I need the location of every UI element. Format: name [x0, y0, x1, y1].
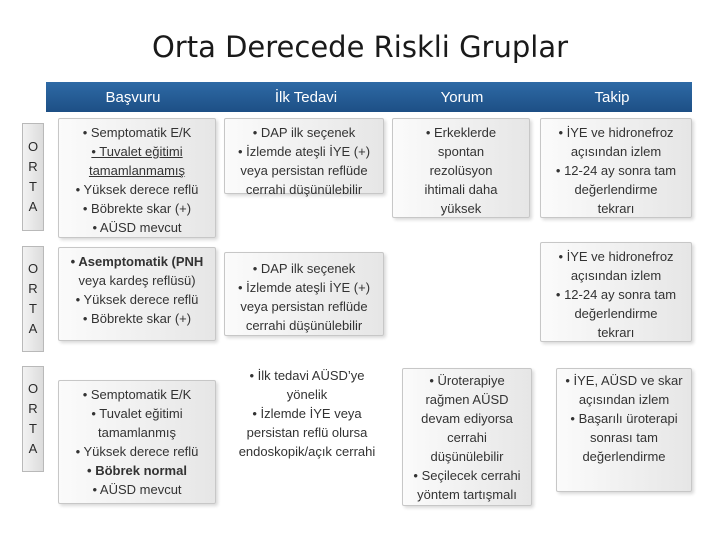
- cell-line: • Üroterapiye: [429, 373, 505, 388]
- cell-line: yönelik: [286, 387, 328, 402]
- cell-line: devam ediyorsa: [421, 411, 513, 426]
- cell-line: cerrahi düşünülebilir: [245, 318, 363, 333]
- row-label-letter: R: [28, 401, 38, 416]
- cell-line: • İYE ve hidronefroz: [558, 125, 674, 140]
- cell-line: spontan: [437, 144, 485, 159]
- cell-line: rezolüsyon: [429, 163, 493, 178]
- cell-line: • Semptomatik E/K: [82, 125, 192, 140]
- cell-line: [71, 252, 204, 271]
- cell-line: düşünülebilir: [430, 449, 504, 464]
- cell-line: • Böbrek normal: [87, 463, 187, 478]
- cell-line: tekrarı: [597, 325, 635, 340]
- row-label-2: [22, 246, 44, 352]
- cell-line: sonrası tam: [590, 430, 658, 445]
- row3-basvuru-card: [58, 380, 216, 504]
- row1-takip-card: [540, 118, 692, 218]
- cell-line: tamamlanmış: [97, 425, 177, 440]
- cell-line: • 12-24 ay sonra tam: [555, 287, 677, 302]
- row-label-letter: O: [27, 139, 39, 154]
- cell-line: • Yüksek derece reflü: [75, 182, 199, 197]
- cell-line: • İYE ve hidronefroz: [558, 249, 674, 264]
- cell-line: veya persistan reflüde: [240, 299, 368, 314]
- row-label-letter: A: [28, 321, 38, 336]
- row2-takip-card: [540, 242, 692, 342]
- cell-line: • Böbrekte skar (+): [82, 311, 192, 326]
- cell-line: değerlendirme: [574, 306, 658, 321]
- header-basvuru: Başvuru: [46, 82, 220, 112]
- cell-line: rağmen AÜSD: [425, 392, 509, 407]
- row-label-1: [22, 123, 44, 231]
- cell-line: tekrarı: [597, 201, 635, 216]
- row2-basvuru-card: [58, 247, 216, 341]
- row-label-letter: A: [28, 441, 38, 456]
- cell-line-bold: • Asemptomatik (PNH: [70, 254, 204, 269]
- row1-basvuru-card: [58, 118, 216, 238]
- cell-line: • AÜSD mevcut: [92, 220, 182, 235]
- cell-line: • Başarılı üroterapi: [570, 411, 678, 426]
- row-label-letter: T: [29, 179, 37, 194]
- cell-line: değerlendirme: [574, 182, 658, 197]
- cell-line: cerrahi düşünülebilir: [245, 182, 363, 197]
- cell-line: • Tuvalet eğitimi: [91, 144, 183, 159]
- row-label-letter: O: [27, 261, 39, 276]
- header-takip: Takip: [532, 82, 692, 112]
- cell-line: • Erkeklerde: [425, 125, 497, 140]
- cell-line: • DAP ilk seçenek: [252, 261, 356, 276]
- row-label-3: [22, 366, 44, 472]
- cell-line: persistan reflü olursa: [246, 425, 368, 440]
- row3-ilk-tedavi: [224, 362, 390, 461]
- cell-line: • İzlemde İYE veya: [252, 406, 362, 421]
- cell-line: • 12-24 ay sonra tam: [555, 163, 677, 178]
- row-label-letter: R: [28, 159, 38, 174]
- cell-line: • İzlemde ateşli İYE (+): [237, 280, 371, 295]
- cell-line: • Yüksek derece reflü: [75, 292, 199, 307]
- cell-line: endoskopik/açık cerrahi: [238, 444, 376, 459]
- cell-line: değerlendirme: [582, 449, 666, 464]
- cell-line: • İzlemde ateşli İYE (+): [237, 144, 371, 159]
- row-label-letter: R: [28, 281, 38, 296]
- cell-line: • Yüksek derece reflü: [75, 444, 199, 459]
- cell-line: • Tuvalet eğitimi: [91, 406, 183, 421]
- header-yorum: Yorum: [392, 82, 532, 112]
- row-label-letter: T: [29, 421, 37, 436]
- cell-line: ihtimali daha: [424, 182, 498, 197]
- cell-line: • Böbrekte skar (+): [82, 201, 192, 216]
- cell-line: • AÜSD mevcut: [92, 482, 182, 497]
- cell-line: cerrahi: [447, 430, 487, 445]
- cell-line: yüksek: [440, 201, 482, 216]
- cell-line: tamamlanmamış: [88, 163, 186, 178]
- cell-line: veya persistan reflüde: [240, 163, 368, 178]
- row1-ilk-tedavi-card: [224, 118, 384, 197]
- cell-line: açısından izlem: [570, 144, 662, 159]
- cell-line: açısından izlem: [578, 392, 670, 407]
- row1-yorum-card: [392, 118, 530, 218]
- cell-line: yöntem tartışmalı: [417, 487, 517, 502]
- row3-takip-card: [556, 368, 692, 492]
- row2-ilk-tedavi-card: [224, 252, 384, 336]
- cell-line: • DAP ilk seçenek: [252, 125, 356, 140]
- page-title: Orta Derecede Riskli Gruplar: [151, 30, 569, 64]
- header-ilk-tedavi: İlk Tedavi: [220, 82, 392, 112]
- cell-line: açısından izlem: [570, 268, 662, 283]
- row-label-letter: T: [29, 301, 37, 316]
- row3-yorum-card: [402, 368, 532, 506]
- cell-line: • Semptomatik E/K: [82, 387, 192, 402]
- cell-line: • İYE, AÜSD ve skar: [565, 373, 683, 388]
- cell-line: • İlk tedavi AÜSD’ye: [249, 368, 365, 383]
- cell-line: veya kardeş reflüsü): [78, 273, 196, 288]
- row-label-letter: A: [28, 199, 38, 214]
- row-label-letter: O: [27, 381, 39, 396]
- cell-line: • Seçilecek cerrahi: [413, 468, 521, 483]
